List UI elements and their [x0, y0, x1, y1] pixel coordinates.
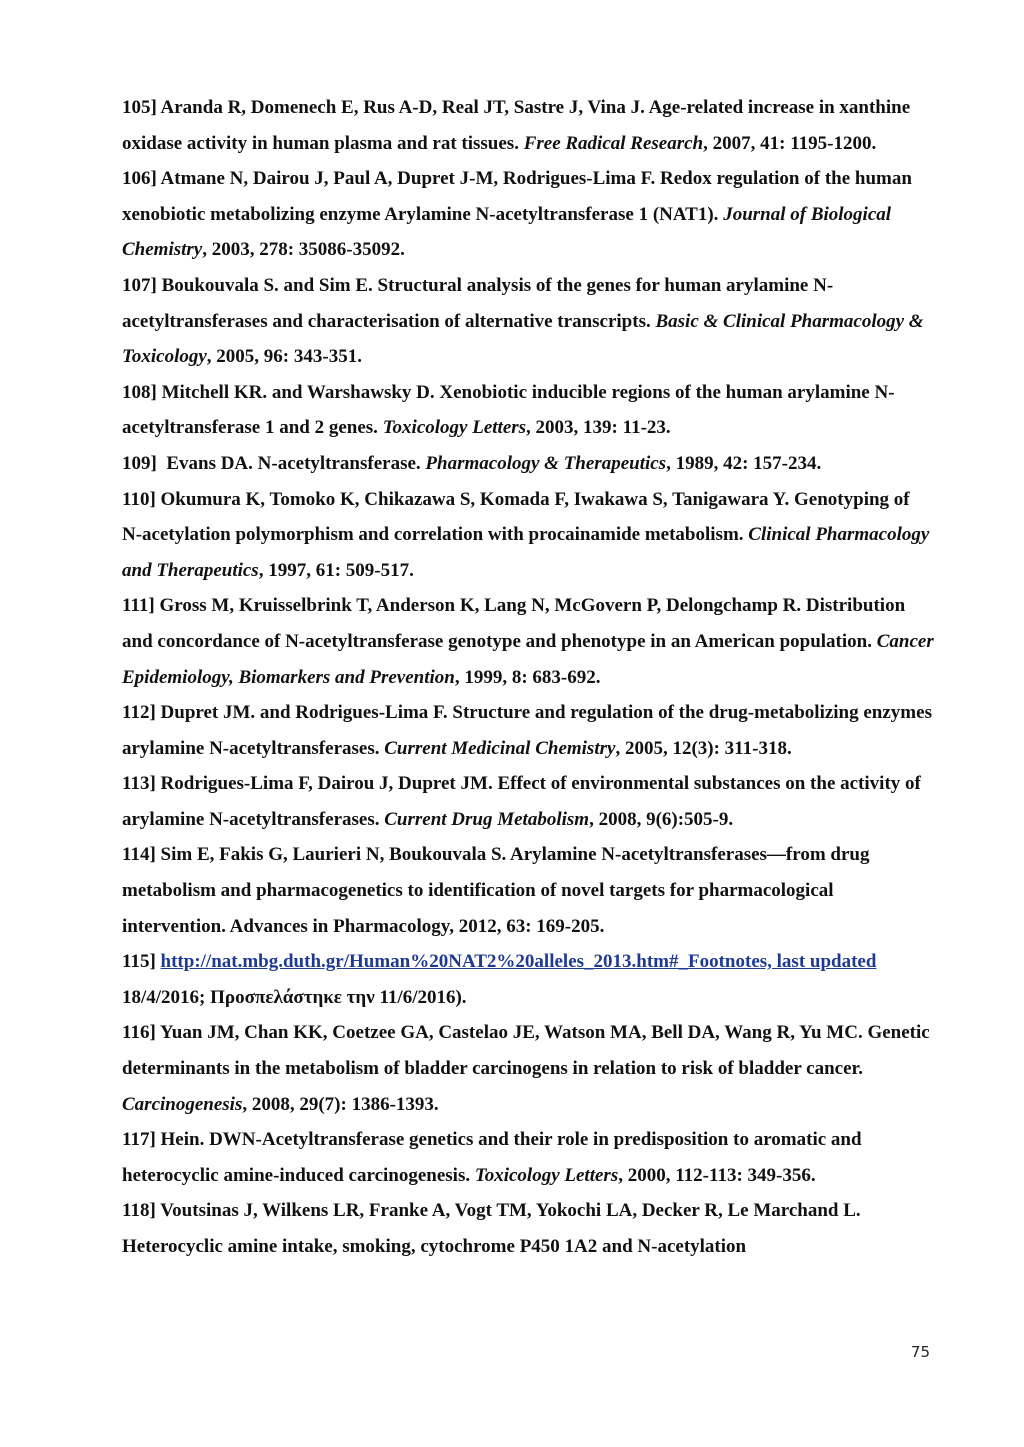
reference-112: 112] Dupret JM. and Rodrigues-Lima F. Structure and regulation of the drug-metabolizing enzymes arylamine N-acetyltransferases. Current Medicinal Chemistry, 2005, 12(3): 311-318.	[122, 702, 932, 759]
reference-108: 108] Mitchell KR. and Warshawsky D. Xenobiotic inducible regions of the human arylamine N-acetyltransferase 1 and 2 genes. Toxicology Letters, 2003, 139: 11-23.	[122, 381, 895, 439]
footnotes-link[interactable]: http://nat.mbg.duth.gr/Human%20NAT2%20alleles_2013.htm#_Footnotes, last updated	[160, 951, 877, 973]
reference-110: 110] Okumura K, Tomoko K, Chikazawa S, Komada F, Iwakawa S, Tanigawara Y. Genotyping of N-acetylation polymorphism and correlation with procainamide metabolism. Clinical Pharmacology and Therapeutics, 1997, 61: 509-517.	[122, 488, 930, 581]
reference-106: 106] Atmane N, Dairou J, Paul A, Dupret J-M, Rodrigues-Lima F. Redox regulation of the human xenobiotic metabolizing enzyme Arylamine N-acetyltransferase 1 (NAT1). Journal of Biological Chemistry, 2003, 278: 35086-35092.	[122, 168, 912, 261]
reference-111: 111] Gross M, Kruisselbrink T, Anderson K, Lang N, McGovern P, Delongchamp R. Distribution and concordance of N-acetyltransferase genotype and phenotype in an American population. Cancer Epidemiology, Biomarkers and Prevention, 1999, 8: 683-692.	[122, 595, 934, 688]
reference-105: 105] Aranda R, Domenech E, Rus A-D, Real JT, Sastre J, Vina J. Age-related increase in xanthine oxidase activity in human plasma and rat tissues. Free Radical Research, 2007, 41: 1195-1200.	[122, 97, 911, 154]
page-number: 75	[910, 1343, 930, 1361]
reference-107: 107] Boukouvala S. and Sim E. Structural analysis of the genes for human arylamine N-acetyltransferases and characterisation of alternative transcripts. Basic & Clinical Pharmacology & Toxicology, 2005, 96: 343-351.	[122, 274, 924, 368]
reference-115: 115] http://nat.mbg.duth.gr/Human%20NAT2%20alleles_2013.htm#_Footnotes, last updated 18/4/2016; Προσπελάστηκε την 11/6/2016).	[122, 951, 877, 1008]
reference-118: 118] Voutsinas J, Wilkens LR, Franke A, Vogt TM, Yokochi LA, Decker R, Le Marchand L. Heterocyclic amine intake, smoking, cytochrome P450 1A2 and N-acetylation	[122, 1200, 861, 1257]
reference-109: 109] Evans DA. N-acetyltransferase. Pharmacology & Therapeutics, 1989, 42: 157-234.	[122, 452, 822, 474]
reference-117: 117] Hein. DWN-Acetyltransferase genetics and their role in predisposition to aromatic and heterocyclic amine-induced carcinogenesis. Toxicology Letters, 2000, 112-113: 349-356.	[122, 1129, 862, 1186]
reference-114: 114] Sim E, Fakis G, Laurieri N, Boukouvala S. Arylamine N-acetyltransferases—from drug metabolism and pharmacogenetics to identification of novel targets for pharmacological intervention. Advances in Pharmacology, 2012, 63: 169-205.	[122, 844, 870, 937]
reference-113: 113] Rodrigues-Lima F, Dairou J, Dupret JM. Effect of environmental substances on the activity of arylamine N-acetyltransferases. Current Drug Metabolism, 2008, 9(6):505-9.	[122, 773, 921, 830]
reference-list	[122, 90, 934, 1265]
reference-116: 116] Yuan JM, Chan KK, Coetzee GA, Castelao JE, Watson MA, Bell DA, Wang R, Yu MC. Genetic determinants in the metabolism of bladder carcinogens in relation to risk of bladder cancer. Carcinogenesis, 2008, 29(7): 1386-1393.	[122, 1022, 930, 1115]
